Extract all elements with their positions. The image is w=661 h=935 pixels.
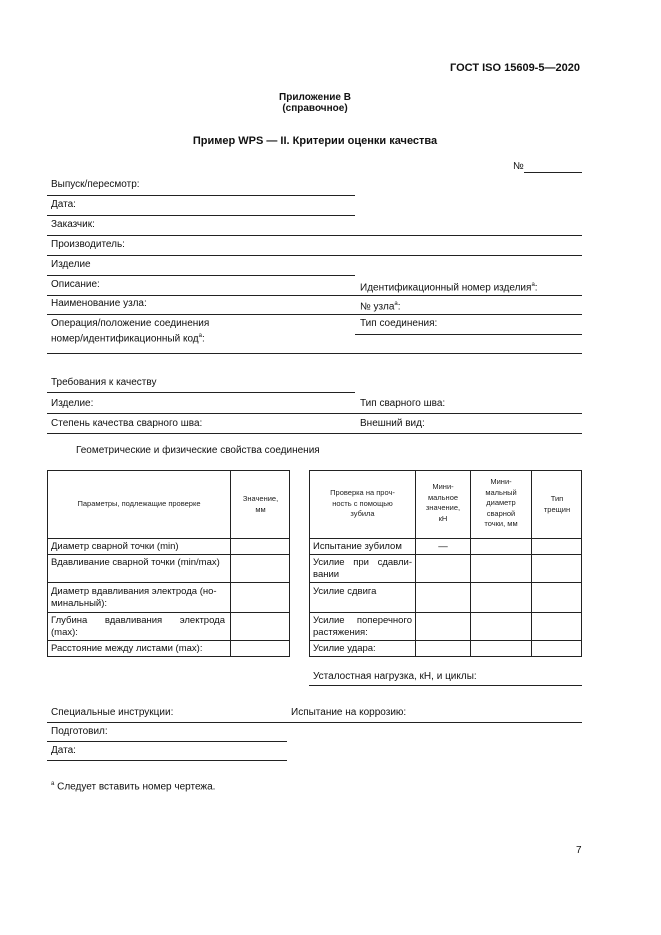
table-row: Вдавливание сварной точки (min/max) — [51, 557, 220, 568]
left-header-param: Параметры, подлежащие проверке — [77, 499, 201, 508]
header-line: зубила — [350, 509, 375, 518]
header-line: Тип — [550, 494, 564, 503]
table-row: Глубина вдавливания электрода — [51, 615, 225, 626]
annex-title: Приложение В — [279, 92, 351, 103]
right-header-crack-type — [532, 494, 582, 515]
row-rule — [309, 554, 582, 555]
rule — [47, 413, 582, 414]
main-title: Пример WPS — II. Критерии оценки качества — [192, 135, 438, 147]
table-row: Диаметр сварной точки (min) — [51, 541, 179, 552]
operation-label-line1: Операция/положение соединения — [51, 318, 210, 329]
header-line: Мини- — [490, 477, 512, 486]
table-row: Усилие удара: — [313, 643, 376, 654]
date-label: Дата: — [51, 199, 76, 210]
table-row: Усилие сдвига — [313, 586, 377, 597]
right-header-min-value — [416, 482, 470, 524]
footnote-ref: a — [198, 333, 202, 339]
footnote-ref: a — [531, 282, 535, 288]
colon: : — [201, 333, 205, 345]
row-rule — [47, 554, 290, 555]
left-header-value-2: мм — [255, 505, 266, 514]
header-line: точки, мм — [484, 519, 518, 528]
table-row: Усилие при сдавли- — [313, 557, 412, 568]
number-label: № — [513, 161, 524, 172]
footnote — [51, 778, 215, 793]
header-line: значение, — [425, 503, 461, 512]
rule — [47, 215, 355, 216]
table-row: (max): — [51, 627, 78, 638]
dash-cell: — — [438, 541, 448, 552]
weld-type-label: Тип сварного шва: — [360, 398, 446, 409]
rule — [47, 741, 287, 742]
doc-code: ГОСТ ISO 15609-5—2020 — [450, 62, 580, 74]
appearance-label: Внешний вид: — [360, 418, 425, 429]
left-table-header-rule — [47, 538, 290, 539]
product-label: Изделие — [51, 259, 91, 270]
row-rule — [309, 582, 582, 583]
footnote-text: Следует вставить номер чертежа. — [57, 781, 216, 793]
right-header-min-diameter — [471, 477, 531, 530]
row-rule — [309, 612, 582, 613]
row-rule — [47, 640, 290, 641]
node-no-text: № узла — [360, 301, 395, 313]
table-row: вании — [313, 569, 340, 580]
rule — [47, 722, 582, 723]
rule — [47, 195, 355, 196]
date2-label: Дата: — [51, 745, 76, 756]
table-row: Усилие поперечного — [313, 615, 412, 626]
description-label: Описание: — [51, 279, 100, 290]
weld-quality-label: Степень качества сварного шва: — [51, 418, 203, 429]
header-line: мальный — [485, 487, 517, 497]
special-instructions-label: Специальные инструкции: — [51, 707, 174, 718]
release-label: Выпуск/пересмотр: — [51, 179, 140, 190]
right-table-header-rule — [309, 538, 582, 539]
rule — [47, 255, 582, 256]
node-no-label — [360, 298, 401, 313]
row-rule — [309, 640, 582, 641]
header-line: Мини- — [432, 482, 454, 491]
left-header-value-1: Значение, — [242, 494, 279, 503]
rule — [47, 235, 582, 236]
table-row: минальный): — [51, 598, 108, 609]
header-line: трещин — [543, 504, 571, 514]
fatigue-label: Усталостная нагрузка, кН, и циклы: — [313, 671, 477, 682]
geometry-heading: Геометрические и физические свойства соединения — [76, 445, 320, 456]
right-header-chisel — [310, 488, 415, 520]
footnote-ref: a — [394, 301, 398, 307]
table-row: Расстояние между листами (max): — [51, 643, 203, 654]
rule — [309, 685, 582, 686]
operation-label-line2 — [51, 330, 205, 345]
rule — [47, 275, 355, 276]
quality-heading: Требования к качеству — [51, 377, 157, 388]
header-line: диаметр — [486, 498, 516, 507]
corrosion-label: Испытание на коррозию: — [291, 707, 407, 718]
header-line: кН — [438, 513, 448, 523]
rule — [47, 353, 582, 354]
rule — [355, 334, 582, 335]
row-rule — [47, 612, 290, 613]
product-id-label: Идентификационный номер изделия$^a$: — [360, 282, 538, 294]
annex-subtitle: (справочное) — [282, 103, 348, 114]
table-row: Испытание зубилом — [313, 541, 402, 552]
page-number: 7 — [576, 845, 582, 856]
header-line: ность с помощью — [332, 498, 393, 508]
rule — [47, 295, 582, 296]
rule — [47, 760, 287, 761]
header-line: мальное — [427, 492, 459, 502]
rule — [47, 392, 355, 393]
header-line: сварной — [486, 508, 516, 518]
table-row: растяжения: — [313, 627, 368, 638]
customer-label: Заказчик: — [51, 219, 95, 230]
row-rule — [47, 582, 290, 583]
rule — [47, 433, 582, 434]
footnote-mark: a — [51, 781, 55, 787]
operation-text: номер/идентификационный код — [51, 333, 199, 345]
header-line: Проверка на проч- — [330, 488, 395, 497]
product-id-text: Идентификационный номер изделия — [360, 282, 532, 294]
number-line — [524, 172, 582, 173]
manufacturer-label: Производитель: — [51, 239, 125, 250]
prepared-label: Подготовил: — [51, 726, 108, 737]
rule — [47, 314, 582, 315]
table-row: Диаметр вдавливания электрода (но- — [51, 586, 217, 597]
colon: : — [397, 301, 401, 313]
node-name-label: Наименование узла: — [51, 298, 147, 309]
joint-type-label: Тип соединения: — [360, 318, 438, 329]
quality-product-label: Изделие: — [51, 398, 94, 409]
